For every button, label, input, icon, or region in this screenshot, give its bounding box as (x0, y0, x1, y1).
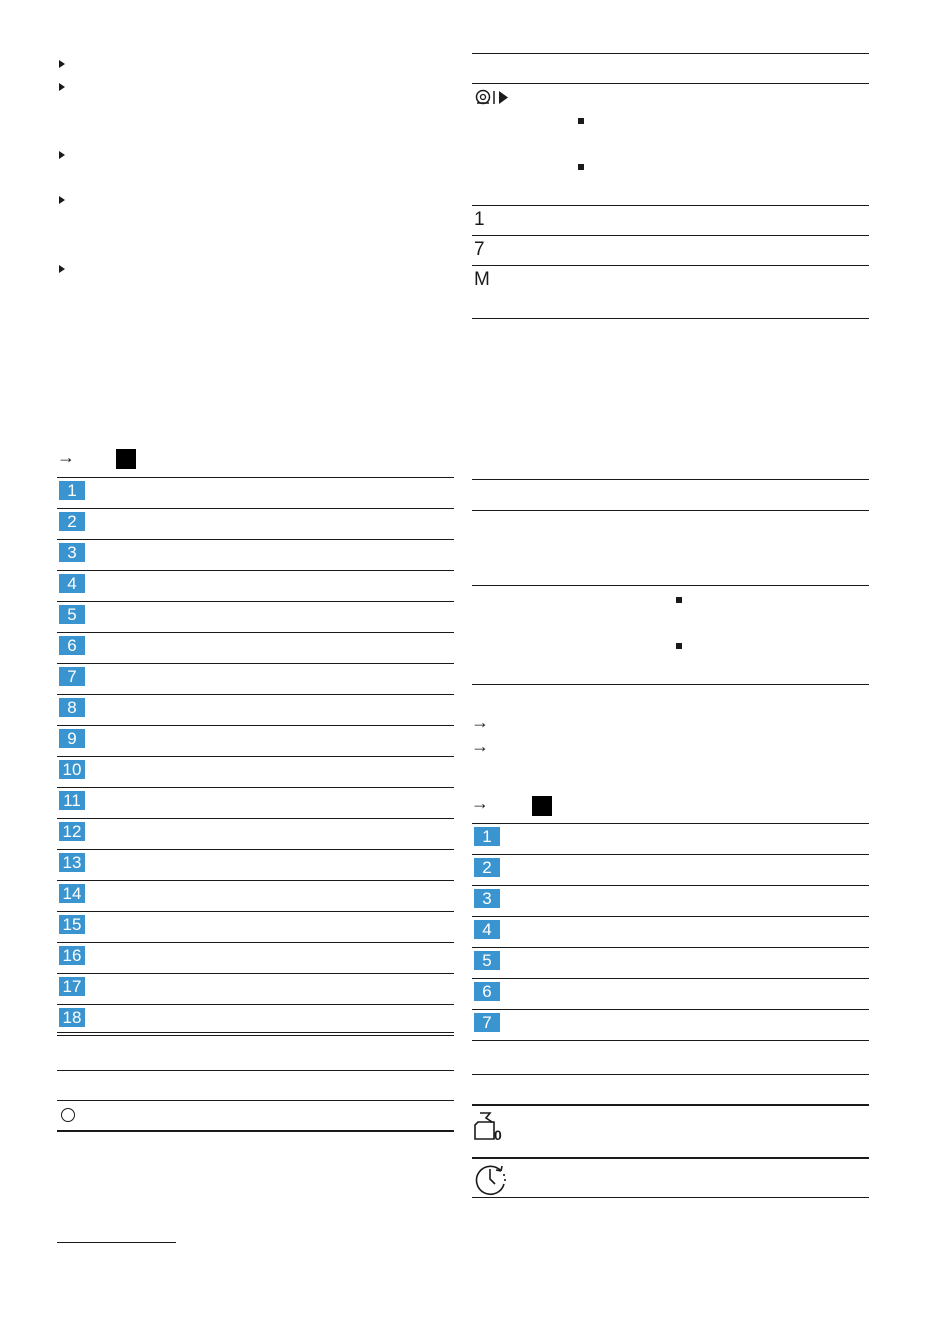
table-rule (57, 756, 454, 757)
table-rule (57, 539, 454, 540)
number-badge: 8 (59, 698, 85, 717)
table-rule (57, 1130, 454, 1132)
table-rule (57, 880, 454, 881)
table-rule (57, 1035, 454, 1036)
number-badge: 14 (59, 884, 85, 903)
table-rule (57, 911, 454, 912)
turntable-play-icon (474, 88, 514, 108)
figure-reference-box (532, 796, 552, 816)
number-badge: 6 (59, 636, 85, 655)
number-badge: 3 (474, 889, 500, 908)
number-badge: 1 (474, 827, 500, 846)
number-badge: 16 (59, 946, 85, 965)
table-rule (472, 854, 869, 855)
table-rule (57, 601, 454, 602)
bullet-square-icon (676, 643, 682, 649)
number-badge: 2 (474, 858, 500, 877)
number-badge: 7 (59, 667, 85, 686)
weight-zero-digit: 0 (494, 1127, 502, 1143)
number-badge: 11 (59, 791, 85, 810)
number-badge: 6 (474, 982, 500, 1001)
table-rule (472, 1040, 869, 1041)
number-badge: 18 (59, 1008, 85, 1027)
arrow-right-icon: → (471, 736, 489, 756)
table-rule (472, 83, 869, 84)
table-rule (57, 508, 454, 509)
table-rule (472, 510, 869, 511)
number-badge: 15 (59, 915, 85, 934)
number-badge: 5 (474, 951, 500, 970)
row-label: 7 (474, 239, 485, 260)
table-rule (57, 570, 454, 571)
number-badge: 2 (59, 512, 85, 531)
bullet-square-icon (578, 164, 584, 170)
table-rule (57, 973, 454, 974)
bullet-triangle-icon (59, 60, 65, 68)
table-rule (57, 787, 454, 788)
table-rule (57, 477, 454, 478)
number-badge: 17 (59, 977, 85, 996)
table-rule (472, 53, 869, 54)
number-badge: 3 (59, 543, 85, 562)
table-rule (472, 978, 869, 979)
table-rule (472, 265, 869, 266)
row-label: M (474, 269, 490, 290)
bullet-triangle-icon (59, 265, 65, 273)
table-rule (472, 1104, 869, 1106)
table-rule (57, 1070, 454, 1071)
table-rule (472, 585, 869, 586)
table-rule (57, 694, 454, 695)
row-label: 1 (474, 209, 485, 230)
table-rule (472, 916, 869, 917)
table-rule (472, 1197, 869, 1198)
circle-icon (61, 1108, 75, 1122)
table-rule (472, 235, 869, 236)
number-badge: 10 (59, 760, 85, 779)
number-badge: 4 (474, 920, 500, 939)
arrow-right-icon: → (471, 712, 489, 732)
figure-reference-box (116, 449, 136, 469)
number-badge: 9 (59, 729, 85, 748)
table-rule (472, 479, 869, 480)
table-rule (57, 1100, 454, 1101)
weight-zero-icon (472, 1107, 508, 1143)
table-rule (57, 849, 454, 850)
table-rule (472, 684, 869, 685)
table-rule (57, 1004, 454, 1005)
number-badge: 4 (59, 574, 85, 593)
number-badge: 1 (59, 481, 85, 500)
arrow-right-icon: → (471, 793, 489, 813)
table-rule (472, 1157, 869, 1159)
bullet-triangle-icon (59, 83, 65, 91)
table-rule (472, 205, 869, 206)
number-badge: 7 (474, 1013, 500, 1032)
number-badge: 5 (59, 605, 85, 624)
bullet-triangle-icon (59, 151, 65, 159)
table-rule (472, 823, 869, 824)
timer-icon (472, 1160, 510, 1196)
table-rule (472, 947, 869, 948)
table-rule (57, 818, 454, 819)
number-badge: 12 (59, 822, 85, 841)
arrow-right-icon: → (57, 447, 75, 467)
table-rule (57, 942, 454, 943)
bullet-square-icon (578, 118, 584, 124)
footnote-separator (57, 1242, 176, 1243)
table-rule (57, 725, 454, 726)
table-rule (57, 1032, 454, 1033)
table-rule (472, 318, 869, 319)
number-badge: 13 (59, 853, 85, 872)
table-rule (472, 1009, 869, 1010)
bullet-triangle-icon (59, 196, 65, 204)
table-rule (57, 632, 454, 633)
table-rule (472, 1074, 869, 1075)
table-rule (57, 663, 454, 664)
bullet-square-icon (676, 597, 682, 603)
table-rule (472, 885, 869, 886)
